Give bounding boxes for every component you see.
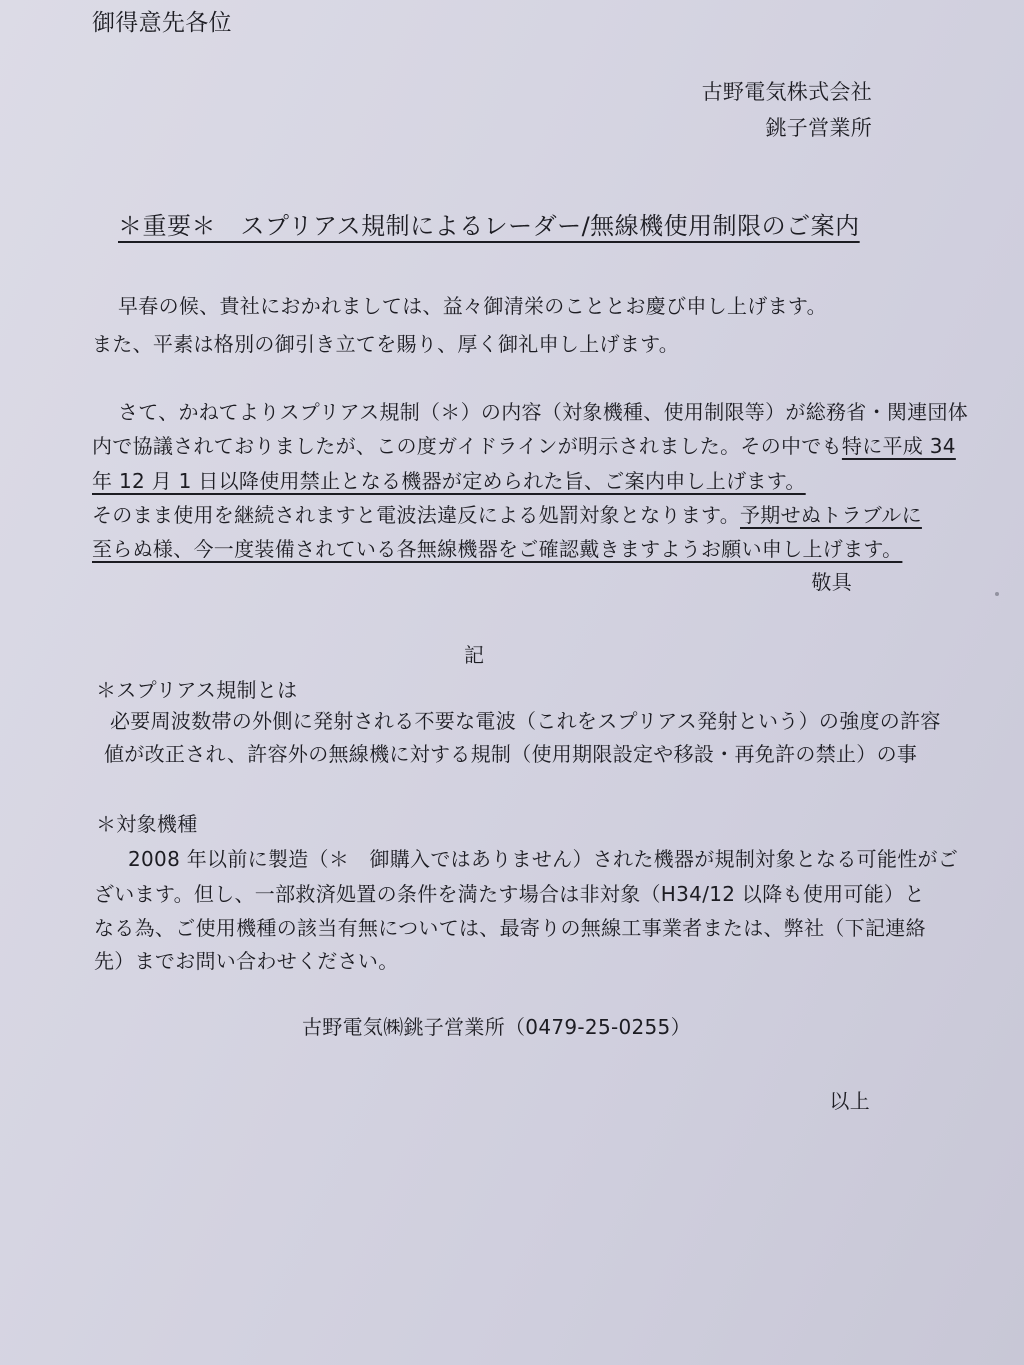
- sender-office: 銚子営業所: [765, 116, 872, 140]
- document-title: ＊重要＊ スプリアス規制によるレーダー/無線機使用制限のご案内: [118, 212, 860, 240]
- body-line-4-underlined: 予期せぬトラブルに: [740, 503, 922, 527]
- body-line-3: 年 12 月 1 日以降使用禁止となる機器が定められた旨、ご案内申し上げます。: [92, 469, 806, 493]
- greeting-line-2: また、平素は格別の御引き立てを賜り、厚く御礼申し上げます。: [92, 332, 680, 356]
- sender-company: 古野電気株式会社: [701, 80, 872, 104]
- body-line-1: さて、かねてよりスプリアス規制（＊）の内容（対象機種、使用制限等）が総務省・関連団体: [118, 400, 969, 424]
- contact-info: 古野電気㈱銚子営業所（0479-25-0255）: [302, 1015, 691, 1039]
- section-2-line-3: なる為、ご使用機種の該当有無については、最寄りの無線工事業者または、弊社（下記連絡: [94, 916, 926, 940]
- ending-ijo: 以上: [829, 1089, 870, 1113]
- section-2-line-4: 先）までお問い合わせください。: [94, 949, 399, 973]
- body-line-5: 至らぬ様、今一度装備されている各無線機器をご確認戴きますようお願い申し上げます。: [92, 537, 903, 561]
- section-2-heading: ＊対象機種: [96, 812, 198, 836]
- paper-speck: [995, 592, 999, 596]
- body-line-4: [92, 503, 922, 527]
- section-1-line-1: 必要周波数帯の外側に発射される不要な電波（これをスプリアス発射という）の強度の許容: [110, 709, 941, 733]
- body-line-4-plain: そのまま使用を継続されますと電波法違反による処罰対象となります。: [92, 503, 740, 527]
- section-1-line-2: 値が改正され、許容外の無線機に対する規制（使用期限設定や移設・再免許の禁止）の事: [104, 742, 918, 766]
- section-2-line-2: ざいます。但し、一部救済処置の条件を満たす場合は非対象（H34/12 以降も使用可能）と: [94, 882, 925, 906]
- body-line-2-underlined: 特に平成 34: [841, 434, 956, 458]
- section-1-heading: ＊スプリアス規制とは: [96, 678, 298, 702]
- body-line-2-plain: 内で協議されておりましたが、この度ガイドラインが明示されました。その中でも: [92, 434, 842, 458]
- ki-heading: 記: [464, 643, 485, 667]
- section-2-line-1: 2008 年以前に製造（＊ 御購入ではありません）された機器が規制対象となる可能性がご: [128, 847, 959, 871]
- closing-keigu: 敬具: [811, 570, 852, 594]
- body-line-2: [92, 434, 956, 458]
- greeting-line-1: 早春の候、貴社におかれましては、益々御清栄のこととお慶び申し上げます。: [118, 294, 827, 318]
- addressee: 御得意先各位: [92, 10, 232, 36]
